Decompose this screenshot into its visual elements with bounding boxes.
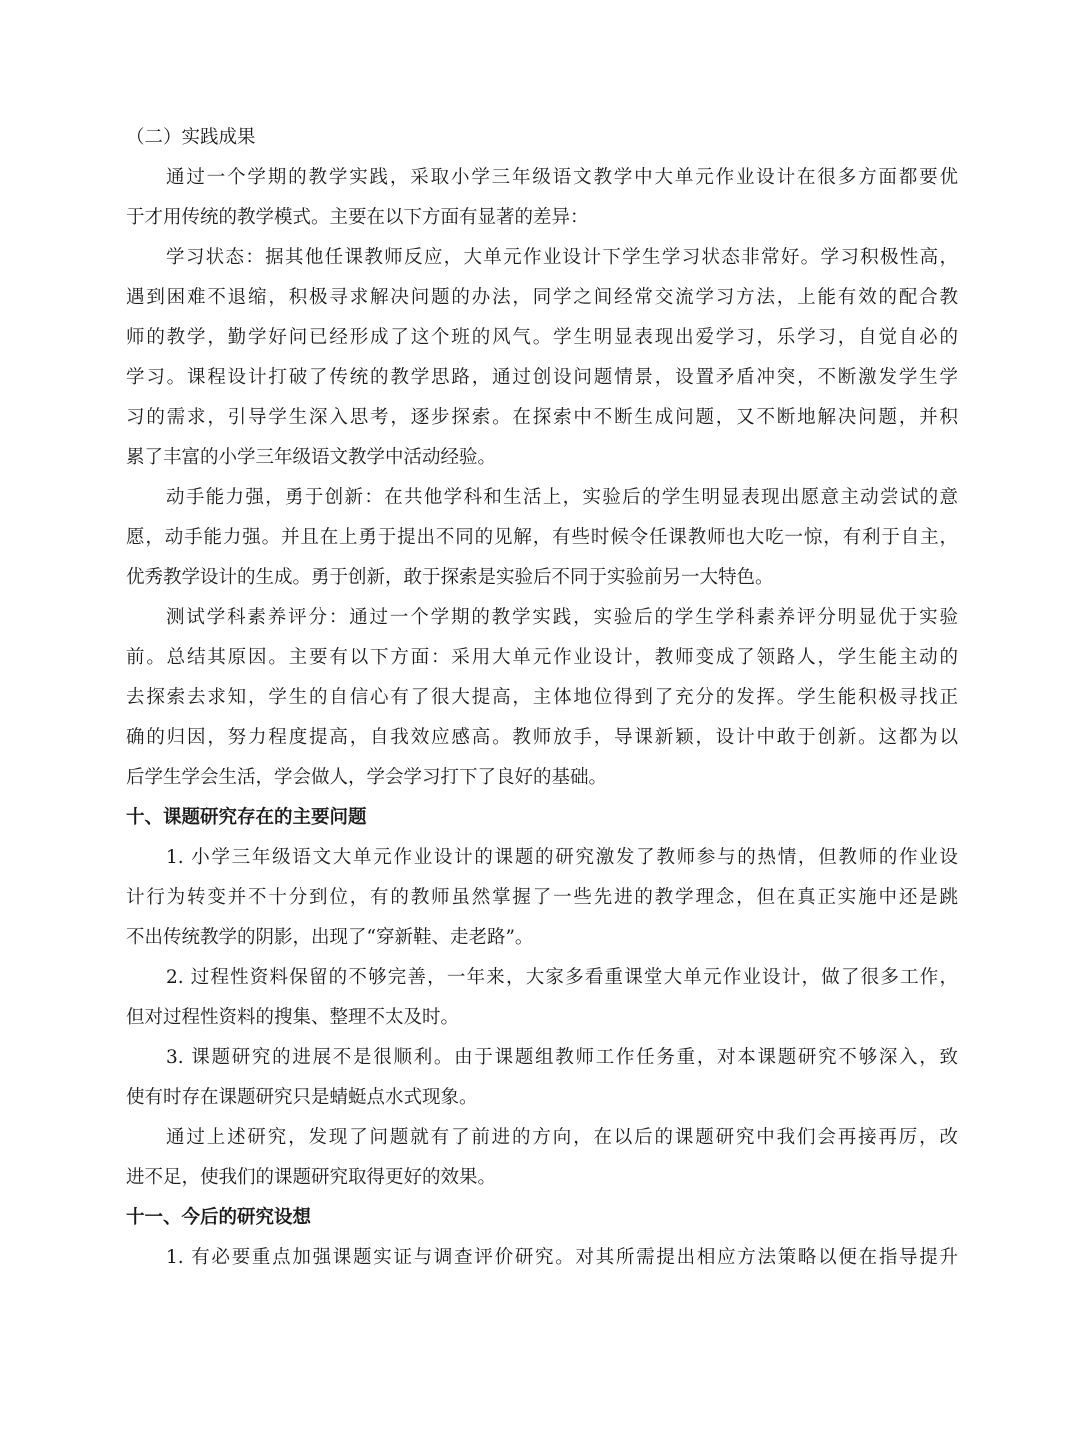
paragraph-line: 使有时存在课题研究只是蜻蜓点水式现象。 — [126, 1087, 478, 1108]
paragraph-line: 愿，动手能力强。并且在上勇于提出不同的见解，有些时候令任课教师也大吃一惊，有利于自主， — [126, 527, 958, 548]
paragraph-intro — [126, 158, 958, 238]
paragraph-problem-3 — [126, 1038, 958, 1118]
paragraph-line: 前。总结其原因。主要有以下方面：采用大单元作业设计，教师变成了领路人，学生能主动的 — [126, 647, 958, 668]
paragraph-line: 学习状态：据其他任课教师反应，大单元作业设计下学生学习状态非常好。学习积极性高， — [166, 247, 958, 268]
paragraph-line: 习的需求，引导学生深入思考，逐步探索。在探索中不断生成问题，又不断地解决问题，并积 — [126, 407, 958, 428]
paragraph-line: 进不足，使我们的课题研究取得更好的效果。 — [126, 1167, 497, 1188]
subsection-title-practice-results: （二）实践成果 — [126, 127, 256, 148]
section-title-problems: 十、课题研究存在的主要问题 — [126, 807, 367, 828]
paragraph-line: 通过一个学期的教学实践，采取小学三年级语文教学中大单元作业设计在很多方面都要优 — [166, 167, 958, 188]
paragraph-line: 不出传统教学的阴影，出现了“穿新鞋、走老路”。 — [126, 927, 534, 948]
paragraph-line: 遇到困难不退缩，积极寻求解决问题的办法，同学之间经常交流学习方法，上能有效的配合教 — [126, 287, 958, 308]
paragraph-line: 2. 过程性资料保留的不够完善，一年来，大家多看重课堂大单元作业设计，做了很多工作， — [166, 967, 958, 988]
paragraph-line: 但对过程性资料的搜集、整理不太及时。 — [126, 1007, 460, 1028]
paragraph-line: 确的归因，努力程度提高，自我效应感高。教师放手，导课新颖，设计中敢于创新。这都为以 — [126, 727, 958, 748]
paragraph-learning-state — [126, 238, 958, 478]
paragraph-line: 3. 课题研究的进展不是很顺利。由于课题组教师工作任务重，对本课题研究不够深入，致 — [166, 1047, 958, 1068]
paragraph-line: 累了丰富的小学三年级语文教学中活动经验。 — [126, 447, 497, 468]
paragraph-hands-on — [126, 478, 958, 598]
paragraph-future-1 — [126, 1238, 958, 1278]
paragraph-line: 后学生学会生活，学会做人，学会学习打下了良好的基础。 — [126, 767, 608, 788]
paragraph-line: 计行为转变并不十分到位，有的教师虽然掌握了一些先进的教学理念，但在真正实施中还是跳 — [126, 887, 958, 908]
paragraph-line: 学习。课程设计打破了传统的教学思路，通过创设问题情景，设置矛盾冲突，不断激发学生学 — [126, 367, 958, 388]
paragraph-line: 去探索去求知，学生的自信心有了很大提高，主体地位得到了充分的发挥。学生能积极寻找正 — [126, 687, 958, 708]
paragraph-line: 动手能力强，勇于创新：在共他学科和生活上，实验后的学生明显表现出愿意主动尝试的意 — [166, 487, 958, 508]
paragraph-line: 优秀教学设计的生成。勇于创新，敢于探索是实验后不同于实验前另一大特色。 — [126, 567, 774, 588]
paragraph-problem-1 — [126, 838, 958, 958]
paragraph-problem-2 — [126, 958, 958, 1038]
section-title-future: 十一、今后的研究设想 — [126, 1207, 312, 1228]
paragraph-problems-summary — [126, 1118, 958, 1198]
paragraph-literacy-score — [126, 598, 958, 798]
paragraph-line: 1. 小学三年级语文大单元作业设计的课题的研究激发了教师参与的热情，但教师的作业设 — [166, 847, 958, 868]
paragraph-line: 通过上述研究，发现了问题就有了前进的方向，在以后的课题研究中我们会再接再厉，改 — [166, 1127, 958, 1148]
document-page — [126, 118, 958, 1278]
paragraph-line: 于才用传统的教学模式。主要在以下方面有显著的差异： — [126, 207, 589, 228]
paragraph-line: 1. 有必要重点加强课题实证与调查评价研究。对其所需提出相应方法策略以便在指导提升 — [166, 1247, 958, 1268]
paragraph-line: 师的教学，勤学好问已经形成了这个班的风气。学生明显表现出爱学习，乐学习，自觉自必的 — [126, 327, 958, 348]
paragraph-line: 测试学科素养评分：通过一个学期的教学实践，实验后的学生学科素养评分明显优于实验 — [166, 607, 958, 628]
